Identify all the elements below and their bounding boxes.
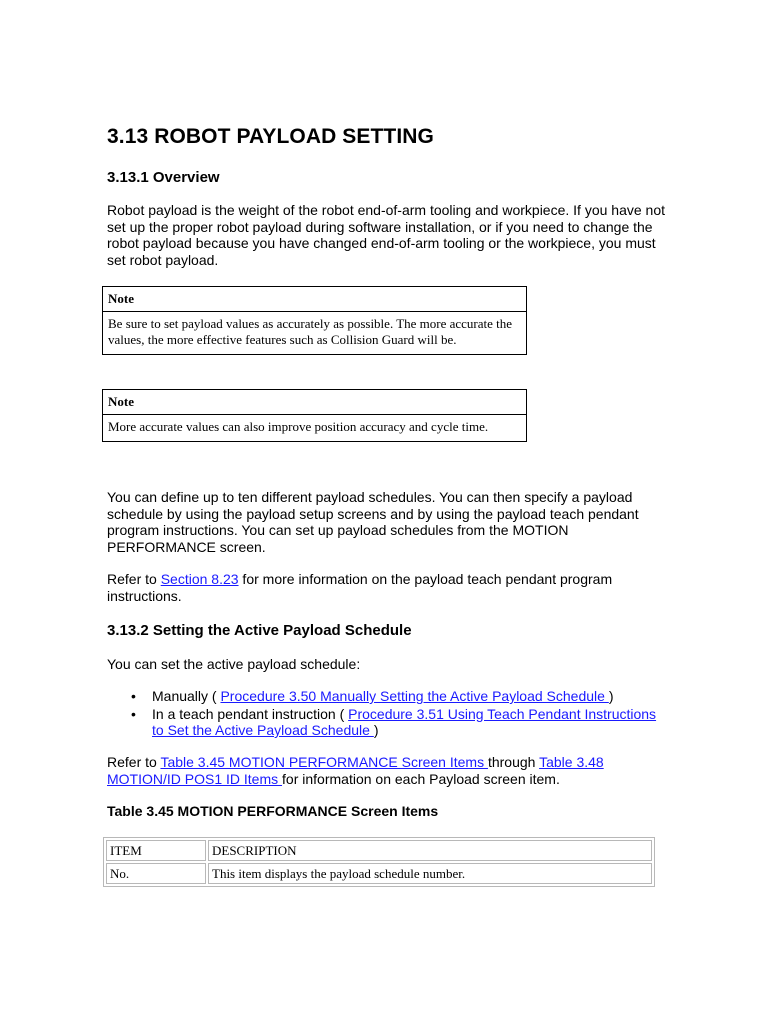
refer-suffix: for information on each Payload screen item. bbox=[282, 770, 560, 787]
note-box-position-accuracy bbox=[102, 389, 527, 442]
bullet-icon: • bbox=[131, 688, 136, 704]
note-box-collision-guard bbox=[102, 286, 527, 355]
table-3-48-link[interactable]: Table 3.48 MOTION/ID POS1 ID Items bbox=[107, 754, 604, 787]
refer-suffix: for more information on the payload teach pendant program instructions. bbox=[107, 571, 613, 604]
overview-paragraph: Robot payload is the weight of the robot end-of-arm tooling and workpiece. If you have not set up the proper robot payload during software installation, or if you need to change the robot payload because you have changed end-of-arm tooling or the workpiece, you must set robot payload. bbox=[107, 202, 666, 268]
list-item bbox=[107, 688, 667, 705]
refer-section-paragraph bbox=[107, 571, 667, 604]
schedules-paragraph: You can define up to ten different payload schedules. You can then specify a payload schedule by using the payload setup screens and by using the payload teach pendant program instructions. You can set up payload schedules from the MOTION PERFORMANCE screen. bbox=[107, 489, 639, 555]
refer-prefix: Refer to bbox=[107, 754, 161, 770]
note-text: More accurate values can also improve position accuracy and cycle time. bbox=[108, 419, 489, 434]
procedure-3-51-link[interactable]: Procedure 3.51 Using Teach Pendant Instructions to Set the Active Payload Schedule bbox=[152, 705, 657, 738]
note-label: Note bbox=[103, 287, 526, 312]
overview-heading: 3.13.1 Overview bbox=[107, 169, 220, 186]
table-row bbox=[106, 863, 652, 884]
list-item-tail: ) bbox=[373, 722, 379, 738]
table-header-row bbox=[106, 840, 652, 861]
table-cell-description: This item displays the payload schedule number. bbox=[208, 863, 652, 884]
refer-middle: through bbox=[487, 754, 540, 770]
column-header-description: DESCRIPTION bbox=[208, 840, 652, 861]
section-8-23-link[interactable]: Section 8.23 bbox=[160, 571, 239, 587]
note-text: Be sure to set payload values as accurately as possible. The more accurate the values, the more effective features such as Collision Guard will be. bbox=[108, 316, 513, 347]
table-3-45-link[interactable]: Table 3.45 MOTION PERFORMANCE Screen Items bbox=[160, 754, 488, 770]
column-header-item: ITEM bbox=[106, 840, 206, 861]
table-cell-item: No. bbox=[106, 863, 206, 884]
refer-tables-paragraph bbox=[107, 754, 667, 787]
list-item bbox=[107, 706, 667, 739]
list-item-text: Manually ( bbox=[152, 688, 221, 704]
procedure-3-50-link[interactable]: Procedure 3.50 Manually Setting the Active Payload Schedule bbox=[220, 688, 609, 704]
table-caption: Table 3.45 MOTION PERFORMANCE Screen Items bbox=[107, 803, 439, 819]
section-heading: 3.13 ROBOT PAYLOAD SETTING bbox=[107, 125, 434, 148]
bullet-icon: • bbox=[131, 705, 136, 722]
note-label: Note bbox=[103, 390, 526, 415]
active-schedule-intro: You can set the active payload schedule: bbox=[107, 656, 361, 672]
motion-performance-table bbox=[103, 837, 655, 887]
active-schedule-heading: 3.13.2 Setting the Active Payload Schedule bbox=[107, 622, 412, 639]
list-item-text: In a teach pendant instruction ( bbox=[152, 705, 349, 722]
method-list bbox=[107, 688, 667, 740]
refer-prefix: Refer to bbox=[107, 571, 161, 587]
list-item-tail: ) bbox=[608, 688, 614, 704]
